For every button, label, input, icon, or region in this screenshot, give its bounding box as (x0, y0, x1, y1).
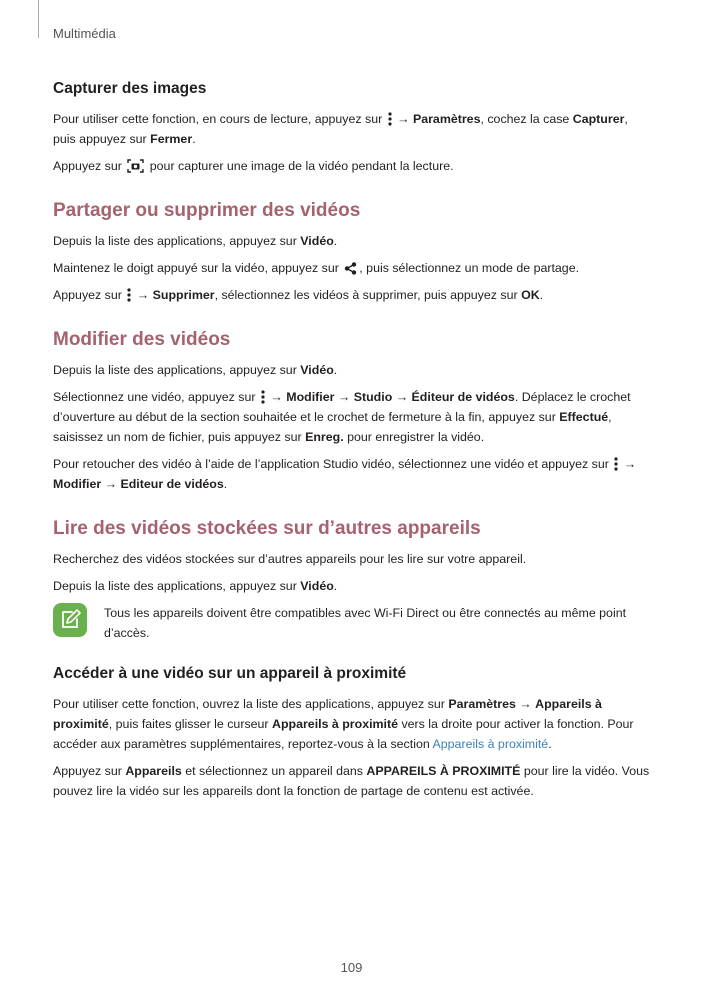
text: Depuis la liste des applications, appuyez sur (53, 579, 301, 593)
page-number: 109 (340, 960, 363, 975)
text: vers la droite pour activer la fonction. Pour accéder aux paramètres supplémentaires, reportez-vous à la section (53, 717, 634, 751)
paragraph (53, 576, 653, 596)
paragraph (53, 231, 653, 251)
text: Appuyez sur (53, 764, 126, 778)
paragraph (53, 285, 653, 305)
bold-term: Modifier (286, 390, 335, 404)
nearby-devices-link[interactable]: Appareils à proximité (432, 737, 549, 751)
text: Pour retoucher des vidéo à l’aide de l’application Studio vidéo, sélectionnez une vidéo et appuyez sur (53, 457, 613, 471)
paragraph (53, 360, 653, 380)
bold-term: Modifier (53, 477, 102, 491)
arrow: → (393, 112, 413, 126)
bold-term: Paramètres (448, 697, 516, 711)
text: Pour utiliser cette fonction, en cours de lecture, appuyez sur (53, 112, 386, 126)
arrow: → (515, 697, 536, 711)
text: pour lire la vidéo. Vous pouvez lire la vidéo sur les appareils dont la fonction de partage de contenu est activée. (53, 764, 650, 798)
section-other-devices (53, 518, 653, 643)
bold-term: OK (521, 288, 540, 302)
arrow: → (101, 477, 121, 491)
section-title-edit: Modifier des vidéos (53, 329, 231, 350)
bold-term: Studio (353, 390, 393, 404)
text: , cochez la case (480, 112, 573, 126)
more-options-icon (127, 288, 131, 302)
section-title-capture: Capturer des images (53, 80, 207, 97)
bold-term: Paramètres (412, 112, 481, 126)
text: Maintenez le doigt appuyé sur la vidéo, appuyez sur (53, 261, 343, 275)
text: , puis faites glisser le curseur (108, 717, 272, 731)
more-options-icon (388, 112, 392, 126)
text: pour capturer une image de la vidéo pendant la lecture. (146, 159, 454, 173)
bold-term: Vidéo (300, 363, 334, 377)
note-pencil-icon (53, 603, 87, 637)
section-title-nearby: Accéder à une vidéo sur un appareil à proximité (53, 665, 407, 682)
arrow: → (266, 390, 287, 404)
note-text: Tous les appareils doivent être compatibles avec Wi-Fi Direct ou être connectés au même point d’accès. (104, 606, 627, 640)
note-box (53, 603, 653, 643)
camera-capture-icon (127, 159, 144, 173)
text: Depuis la liste des applications, appuyez sur (53, 234, 301, 248)
paragraph: Recherchez des vidéos stockées sur d’autres appareils pour les lire sur votre appareil. (53, 552, 527, 566)
paragraph (53, 694, 653, 754)
paragraph (53, 258, 653, 278)
paragraph (53, 454, 653, 494)
paragraph (53, 109, 653, 149)
section-share-delete (53, 200, 653, 305)
section-edit (53, 329, 653, 494)
arrow: → (133, 288, 153, 302)
text: Pour utiliser cette fonction, ouvrez la liste des applications, appuyez sur (53, 697, 449, 711)
section-capture (53, 80, 653, 176)
bold-term: Appareils à proximité (53, 697, 602, 731)
chapter-title: Multimédia (53, 26, 116, 41)
share-icon (344, 262, 357, 275)
bold-term: Effectué (559, 410, 609, 424)
section-title-share-delete: Partager ou supprimer des vidéos (53, 200, 361, 221)
paragraph (53, 387, 653, 447)
text: . (192, 132, 196, 146)
bold-term: Supprimer (152, 288, 215, 302)
text: . (223, 477, 228, 491)
section-title-other-devices: Lire des vidéos stockées sur d’autres appareils (53, 518, 481, 539)
text: , puis sélectionnez un mode de partage. (359, 261, 580, 275)
more-options-icon (261, 390, 265, 404)
paragraph (53, 156, 653, 176)
bold-term: Appareils (125, 764, 182, 778)
bold-term: Vidéo (300, 234, 334, 248)
paragraph (53, 761, 653, 801)
text: . (548, 737, 552, 751)
arrow: → (334, 390, 354, 404)
more-options-icon (614, 457, 618, 471)
text: . Déplacez le crochet d’ouverture au début de la section souhaitée et le crochet de fermeture à la fin, appuyez sur (53, 390, 631, 424)
text: pour enregistrer la vidéo. (343, 430, 485, 444)
text: Appuyez sur (53, 159, 126, 173)
text: . (333, 579, 338, 593)
text: Appuyez sur (53, 288, 126, 302)
section-nearby (53, 665, 653, 801)
text: . (333, 234, 338, 248)
page-content (53, 80, 653, 808)
page-rule (38, 0, 39, 38)
bold-term: Fermer (150, 132, 193, 146)
bold-term: Editeur de vidéos (120, 477, 224, 491)
text: , sélectionnez les vidéos à supprimer, puis appuyez sur (214, 288, 522, 302)
text: , saisissez un nom de fichier, puis appuyez sur (53, 410, 612, 444)
bold-term: Appareils à proximité (272, 717, 399, 731)
text: , puis appuyez sur (53, 112, 628, 146)
text: . (333, 363, 338, 377)
text: . (539, 288, 544, 302)
bold-term: Vidéo (300, 579, 334, 593)
bold-term: Capturer (572, 112, 625, 126)
bold-term: Éditeur de vidéos (411, 390, 515, 404)
text: Depuis la liste des applications, appuyez sur (53, 363, 301, 377)
arrow: → (620, 457, 637, 471)
text: et sélectionnez un appareil dans (181, 764, 367, 778)
arrow: → (392, 390, 412, 404)
text: Sélectionnez une vidéo, appuyez sur (53, 390, 259, 404)
bold-term: Enreg. (305, 430, 344, 444)
bold-term: APPAREILS À PROXIMITÉ (366, 764, 521, 778)
